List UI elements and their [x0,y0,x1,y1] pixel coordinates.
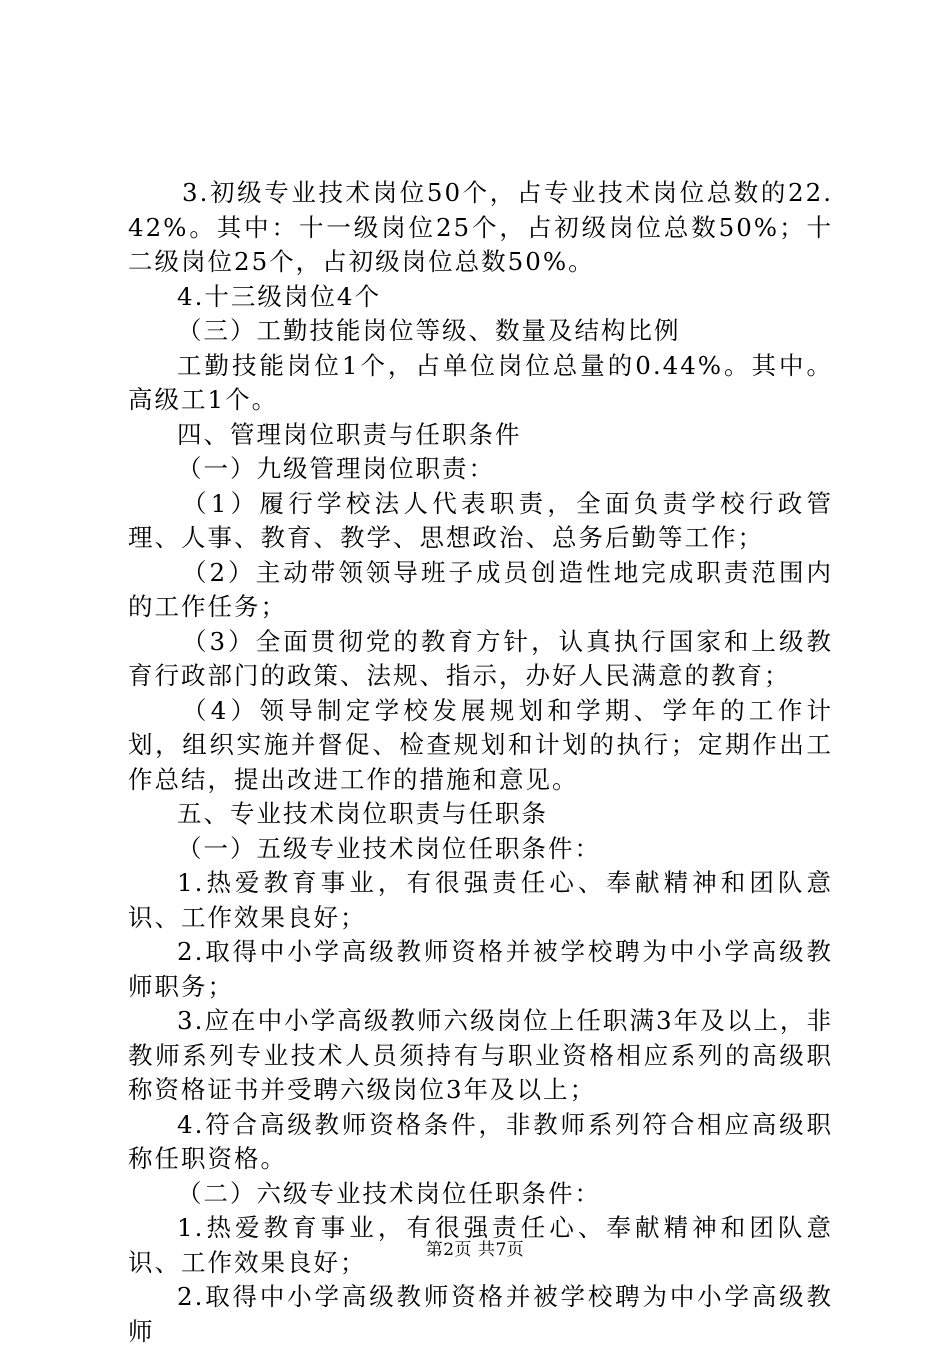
paragraph: （3）全面贯彻党的教育方针，认真执行国家和上级教育行政部门的政策、法规、指示，办好人民满意的教育； [128,626,833,690]
paragraph: 4.符合高级教师资格条件，非教师系列符合相应高级职称任职资格。 [128,1109,833,1173]
paragraph: 3.应在中小学高级教师六级岗位上任职满3年及以上，非教师系列专业技术人员须持有与职业资格相应系列的高级职称资格证书并受聘六级岗位3年及以上； [128,1006,833,1104]
document-body [128,176,833,1349]
paragraph: 4.十三级岗位4个 [177,281,381,311]
section-heading: 五、专业技术岗位职责与任职条 [177,799,548,828]
paragraph: 2.取得中小学高级教师资格并被学校聘为中小学高级教师 [128,1282,833,1346]
paragraph: （三）工勤技能岗位等级、数量及结构比例 [177,316,681,345]
paragraph: （1）履行学校法人代表职责，全面负责学校行政管理、人事、教育、教学、思想政治、总务后勤等工作； [128,488,833,552]
subsection-heading: （一）九级管理岗位职责： [177,454,495,483]
paragraph: 1.热爱教育事业，有很强责任心、奉献精神和团队意识、工作效果良好； [128,1213,833,1277]
paragraph: （4）领导制定学校发展规划和学期、学年的工作计划，组织实施并督促、检查规划和计划的执行；定期作出工作总结，提出改进工作的措施和意见。 [128,695,833,794]
paragraph: 1.热爱教育事业，有很强责任心、奉献精神和团队意识、工作效果良好； [128,868,833,932]
paragraph: 2.取得中小学高级教师资格并被学校聘为中小学高级教师职务； [128,937,833,1001]
subsection-heading: （二）六级专业技术岗位任职条件： [177,1178,601,1208]
subsection-heading: （一）五级专业技术岗位任职条件： [177,833,601,863]
section-heading: 四、管理岗位职责与任职条件 [177,419,522,449]
paragraph: 3.初级专业技术岗位50个，占专业技术岗位总数的22.42%。其中：十一级岗位25个，占初级岗位总数50%；十二级岗位25个，占初级岗位总数50%。 [128,178,833,276]
page-number-footer: 第2页 共7页 [425,1240,525,1260]
paragraph: （2）主动带领领导班子成员创造性地完成职责范围内的工作任务； [128,557,833,621]
paragraph: 工勤技能岗位1个，占单位岗位总量的0.44%。其中。高级工1个。 [128,350,833,414]
